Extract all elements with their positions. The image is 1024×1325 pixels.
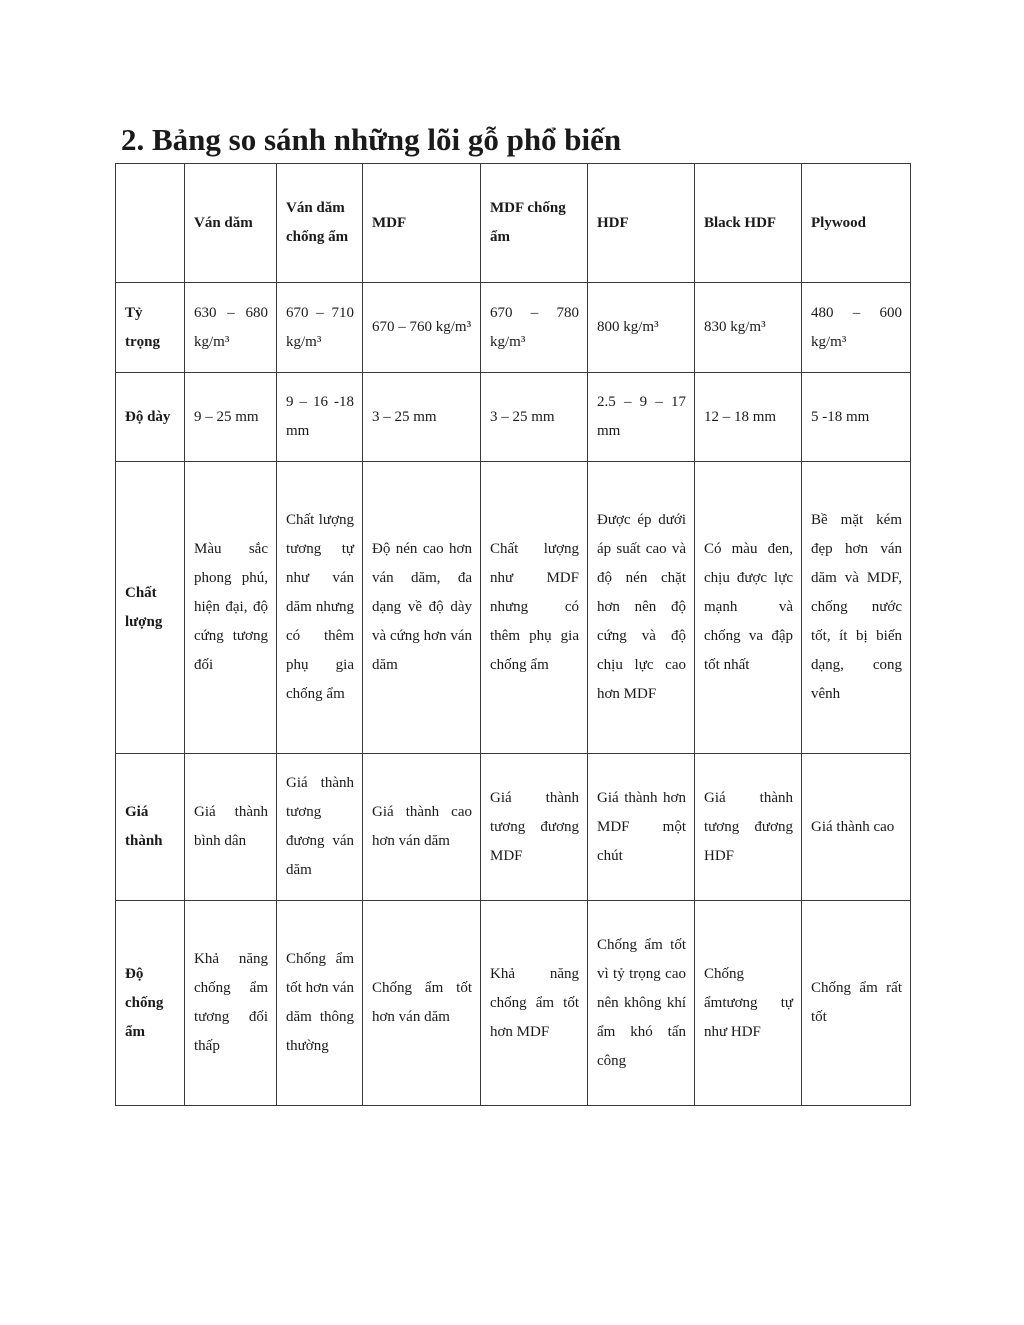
row-header: Độ chống ẩm: [116, 901, 185, 1106]
column-header: HDF: [588, 164, 695, 283]
table-cell: 670 – 710 kg/m³: [277, 283, 363, 373]
table-cell: 9 – 25 mm: [185, 373, 277, 462]
header-corner-cell: [116, 164, 185, 283]
page-title: 2. Bảng so sánh những lõi gỗ phổ biến: [121, 122, 622, 157]
column-header: MDF chống ẩm: [481, 164, 588, 283]
row-header: Tỷ trọng: [116, 283, 185, 373]
table-cell: Chống ẩm tốt hơn ván dăm: [363, 901, 481, 1106]
row-header: Độ dày: [116, 373, 185, 462]
table-cell: Chống ẩm tốt hơn ván dăm thông thường: [277, 901, 363, 1106]
table-cell: Chất lượng như MDF nhưng có thêm phụ gia chống ẩm: [481, 462, 588, 754]
table-row: [116, 901, 911, 1106]
table-cell: Màu sắc phong phú, hiện đại, độ cứng tương đối: [185, 462, 277, 754]
table-cell: Độ nén cao hơn ván dăm, đa dạng về độ dày và cứng hơn ván dăm: [363, 462, 481, 754]
table-cell: Giá thành cao: [802, 754, 911, 901]
table-cell: 2.5 – 9 – 17 mm: [588, 373, 695, 462]
table-cell: 3 – 25 mm: [363, 373, 481, 462]
column-header: Black HDF: [695, 164, 802, 283]
table-cell: Giá thành tương đương HDF: [695, 754, 802, 901]
table-cell: Khả năng chống ẩm tốt hơn MDF: [481, 901, 588, 1106]
table-cell: 3 – 25 mm: [481, 373, 588, 462]
row-header: Chất lượng: [116, 462, 185, 754]
table-row: [116, 373, 911, 462]
table-cell: 800 kg/m³: [588, 283, 695, 373]
table-cell: Chống ẩm rất tốt: [802, 901, 911, 1106]
table-cell: 670 – 760 kg/m³: [363, 283, 481, 373]
table-cell: Giá thành hơn MDF một chút: [588, 754, 695, 901]
column-header: Plywood: [802, 164, 911, 283]
table-cell: 480 – 600 kg/m³: [802, 283, 911, 373]
table-cell: 9 – 16 -18 mm: [277, 373, 363, 462]
table-cell: Được ép dưới áp suất cao và độ nén chặt hơn nên độ cứng và độ chịu lực cao hơn MDF: [588, 462, 695, 754]
table-cell: Giá thành tương đương MDF: [481, 754, 588, 901]
table-cell: 12 – 18 mm: [695, 373, 802, 462]
table-row: [116, 462, 911, 754]
table-cell: 830 kg/m³: [695, 283, 802, 373]
table-cell: Giá thành tương đương ván dăm: [277, 754, 363, 901]
table-cell: 670 – 780 kg/m³: [481, 283, 588, 373]
column-header: Ván dăm: [185, 164, 277, 283]
row-header: Giá thành: [116, 754, 185, 901]
table-cell: Chống ẩmtương tự như HDF: [695, 901, 802, 1106]
table-cell: Giá thành bình dân: [185, 754, 277, 901]
table-cell: Bề mặt kém đẹp hơn ván dăm và MDF, chống nước tốt, ít bị biến dạng, cong vênh: [802, 462, 911, 754]
table-cell: Khả năng chống ẩm tương đối thấp: [185, 901, 277, 1106]
column-header: MDF: [363, 164, 481, 283]
table-cell: 5 -18 mm: [802, 373, 911, 462]
table-header-row: [116, 164, 911, 283]
table-cell: Chất lượng tương tự như ván dăm nhưng có thêm phụ gia chống ẩm: [277, 462, 363, 754]
table-cell: Có màu đen, chịu được lực mạnh và chống va đập tốt nhất: [695, 462, 802, 754]
table-row: [116, 283, 911, 373]
table-cell: Chống ẩm tốt vì tỷ trọng cao nên không khí ẩm khó tấn công: [588, 901, 695, 1106]
comparison-table: [115, 163, 911, 1106]
table-cell: 630 – 680 kg/m³: [185, 283, 277, 373]
table-row: [116, 754, 911, 901]
table-cell: Giá thành cao hơn ván dăm: [363, 754, 481, 901]
column-header: Ván dăm chống ẩm: [277, 164, 363, 283]
